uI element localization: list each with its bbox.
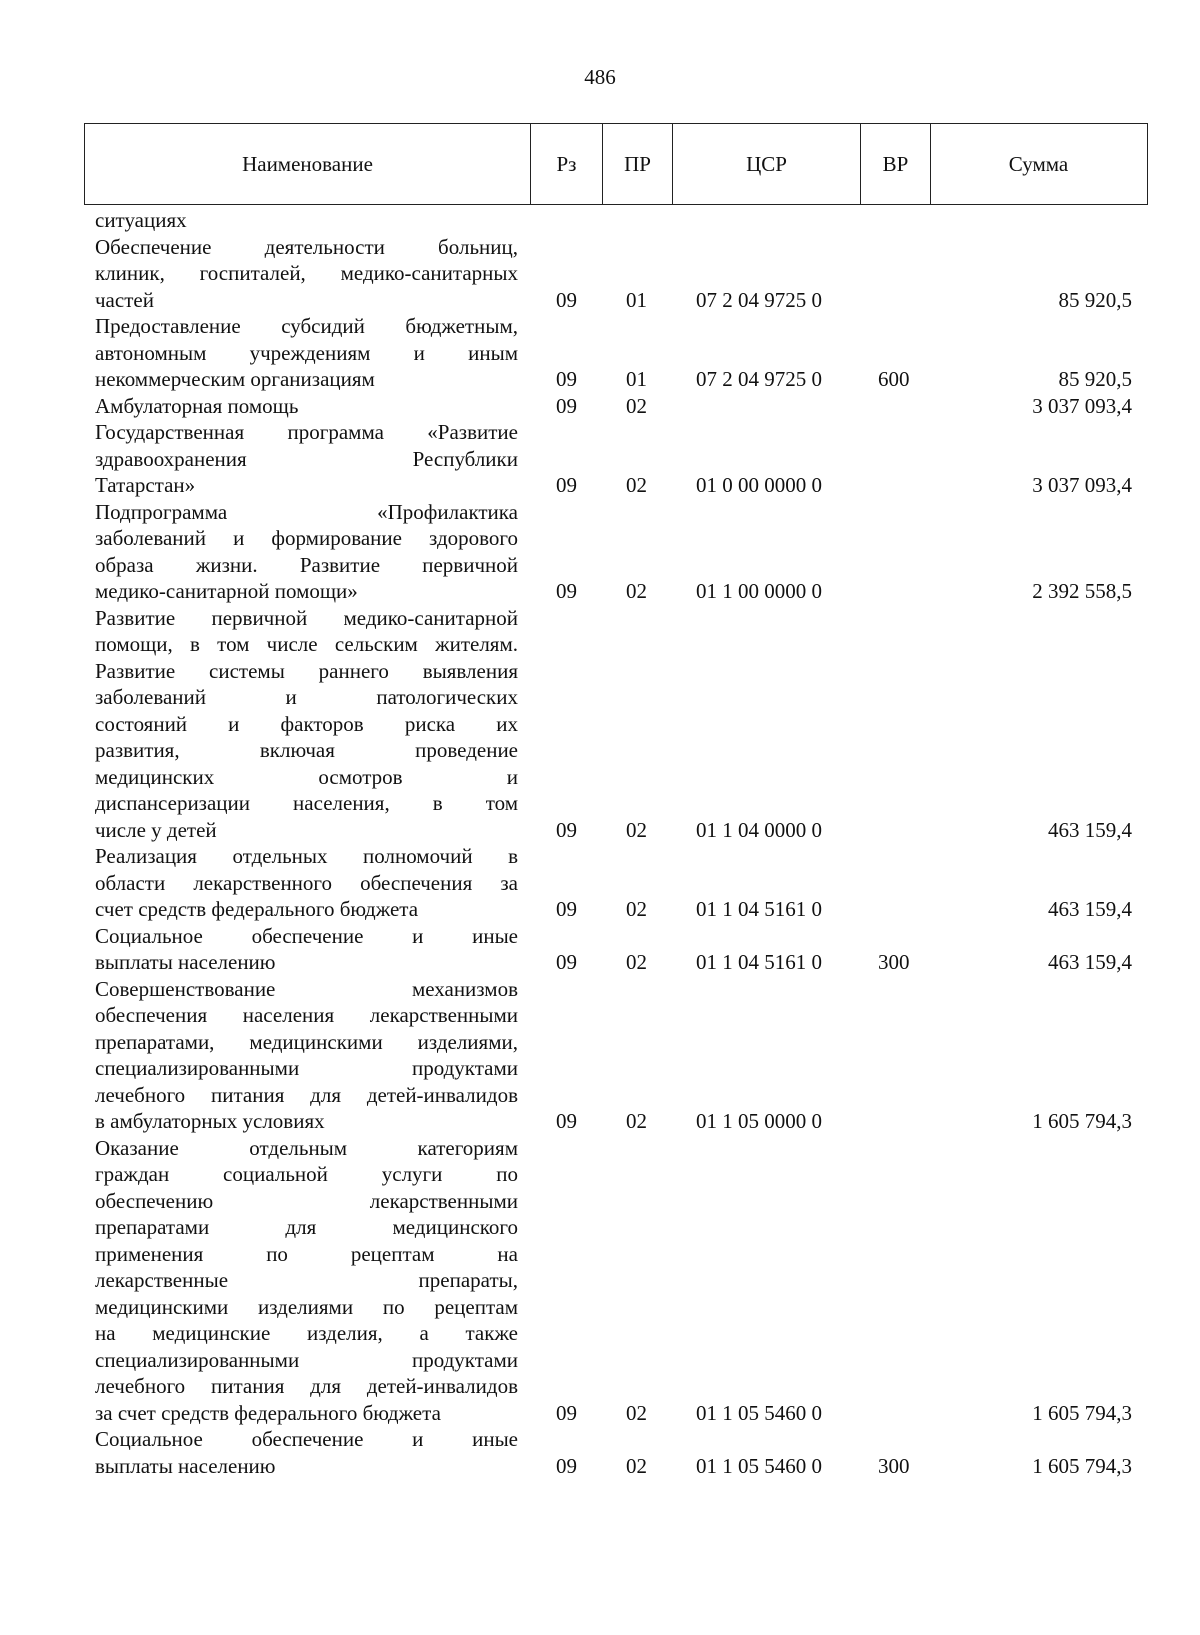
row-name-line: числе у детей — [95, 817, 217, 842]
row-name — [95, 1426, 518, 1479]
row-name-line: автономным учреждениям и иным — [95, 340, 518, 365]
row-rz: 09 — [556, 393, 577, 418]
row-name-line: частей — [95, 287, 154, 312]
header-pr: ПР — [602, 124, 672, 204]
header-rz: Рз — [530, 124, 602, 204]
row-name — [95, 605, 518, 844]
row-name-line: лечебного питания для детей-инвалидов — [95, 1374, 518, 1398]
row-csr: 01 1 04 5161 0 — [696, 950, 822, 974]
row-sum: 85 920,5 — [1058, 367, 1132, 391]
table-row — [0, 923, 1200, 976]
row-name-line: Татарстан» — [95, 473, 196, 497]
row-sum: 2 392 558,5 — [1032, 579, 1132, 603]
row-name-line: обеспечения населения лекарственными — [95, 1003, 518, 1027]
row-name-line: лекарственные препараты, — [95, 1268, 518, 1292]
row-name-line: здравоохранения Республики — [95, 446, 518, 471]
row-pr: 02 — [626, 897, 647, 921]
row-name — [95, 234, 518, 314]
row-sum: 1 605 794,3 — [1032, 1453, 1132, 1478]
row-name-line: медицинских осмотров и — [95, 764, 518, 789]
row-name-line: Предоставление субсидий бюджетным, — [95, 314, 518, 338]
row-sum: 463 159,4 — [1048, 950, 1132, 974]
row-name-line: Оказание отдельным категориям — [95, 1135, 518, 1160]
row-csr: 07 2 04 9725 0 — [696, 367, 822, 391]
row-rz: 09 — [556, 1453, 577, 1478]
row-vr: 300 — [878, 1453, 910, 1478]
row-pr: 02 — [626, 1453, 647, 1478]
table-row — [0, 1135, 1200, 1427]
row-pr: 02 — [626, 1400, 647, 1425]
row-rz: 09 — [556, 817, 577, 842]
row-name-line: состояний и факторов риска их — [95, 711, 518, 736]
row-name-line: Реализация отдельных полномочий в — [95, 844, 518, 868]
row-name-line: Обеспечение деятельности больниц, — [95, 234, 518, 259]
row-vr: 600 — [878, 367, 910, 391]
row-name-line: клиник, госпиталей, медико-санитарных — [95, 261, 518, 285]
row-name-line: заболеваний и патологических — [95, 685, 518, 709]
row-sum: 3 037 093,4 — [1032, 473, 1132, 497]
row-csr: 01 1 04 5161 0 — [696, 897, 822, 921]
row-rz: 09 — [556, 897, 577, 921]
table-row — [0, 1426, 1200, 1479]
row-name-line: медико-санитарной помощи» — [95, 579, 358, 603]
row-name-line: граждан социальной услуги по — [95, 1162, 518, 1186]
row-name — [95, 393, 518, 420]
row-name-line: заболеваний и формирование здорового — [95, 526, 518, 550]
row-name-line: за счет средств федерального бюджета — [95, 1400, 441, 1425]
row-pr: 02 — [626, 950, 647, 974]
row-pr: 02 — [626, 1109, 647, 1133]
row-name — [95, 1135, 518, 1427]
row-name-line: Развитие первичной медико-санитарной — [95, 605, 518, 630]
row-name-line: диспансеризации населения, в том — [95, 791, 518, 815]
row-name-line: выплаты населению — [95, 1453, 276, 1478]
row-name-line: лечебного питания для детей-инвалидов — [95, 1082, 518, 1107]
row-sum: 3 037 093,4 — [1032, 393, 1132, 418]
row-name-line: ситуациях — [95, 208, 187, 232]
row-pr: 02 — [626, 473, 647, 497]
row-name-line: препаратами, медицинскими изделиями, — [95, 1029, 518, 1054]
row-sum: 463 159,4 — [1048, 817, 1132, 842]
row-pr: 01 — [626, 367, 647, 391]
header-name: Наименование — [242, 151, 373, 176]
table-row — [0, 393, 1200, 420]
row-rz: 09 — [556, 579, 577, 603]
row-rz: 09 — [556, 950, 577, 974]
row-name — [95, 419, 518, 499]
row-name-line: специализированными продуктами — [95, 1056, 518, 1080]
row-csr: 01 1 04 0000 0 — [696, 817, 822, 842]
row-name-line: Государственная программа «Развитие — [95, 420, 518, 444]
row-name-line: Социальное обеспечение и иные — [95, 1427, 518, 1451]
row-name — [95, 923, 518, 976]
row-name-line: Амбулаторная помощь — [95, 393, 299, 418]
row-name — [95, 843, 518, 923]
row-rz: 09 — [556, 287, 577, 312]
row-pr: 02 — [626, 579, 647, 603]
row-name-line: обеспечению лекарственными — [95, 1188, 518, 1213]
row-name-line: помощи, в том числе сельским жителям. — [95, 632, 518, 656]
table-row — [0, 207, 1200, 234]
row-name-line: применения по рецептам на — [95, 1241, 518, 1266]
row-csr: 01 0 00 0000 0 — [696, 473, 822, 497]
table-row — [0, 234, 1200, 314]
row-name-line: препаратами для медицинского — [95, 1215, 518, 1239]
row-name-line: Совершенствование механизмов — [95, 976, 518, 1001]
table-row — [0, 419, 1200, 499]
row-name-line: Подпрограмма «Профилактика — [95, 499, 518, 524]
row-pr: 01 — [626, 287, 647, 312]
row-name-line: развития, включая проведение — [95, 738, 518, 762]
row-rz: 09 — [556, 367, 577, 391]
page-number: 486 — [584, 65, 616, 89]
row-name — [95, 313, 518, 393]
row-rz: 09 — [556, 1400, 577, 1425]
row-name-line: в амбулаторных условиях — [95, 1109, 325, 1133]
row-csr: 07 2 04 9725 0 — [696, 287, 822, 312]
table-row — [0, 499, 1200, 605]
row-rz: 09 — [556, 1109, 577, 1133]
row-pr: 02 — [626, 393, 647, 418]
row-pr: 02 — [626, 817, 647, 842]
row-csr: 01 1 05 0000 0 — [696, 1109, 822, 1133]
row-name — [95, 499, 518, 605]
row-name-line: медицинскими изделиями по рецептам — [95, 1294, 518, 1319]
table-row — [0, 313, 1200, 393]
row-sum: 463 159,4 — [1048, 897, 1132, 921]
row-name-line: специализированными продуктами — [95, 1347, 518, 1372]
row-name-line: Развитие системы раннего выявления — [95, 658, 518, 683]
row-csr: 01 1 05 5460 0 — [696, 1400, 822, 1425]
row-name-line: образа жизни. Развитие первичной — [95, 552, 518, 577]
row-rz: 09 — [556, 473, 577, 497]
row-name-line: некоммерческим организациям — [95, 367, 375, 391]
header-sum: Сумма — [930, 124, 1146, 204]
row-sum: 85 920,5 — [1058, 287, 1132, 312]
row-sum: 1 605 794,3 — [1032, 1109, 1132, 1133]
row-name-line: области лекарственного обеспечения за — [95, 870, 518, 895]
row-name-line: Социальное обеспечение и иные — [95, 923, 518, 948]
row-vr: 300 — [878, 950, 910, 974]
row-csr: 01 1 05 5460 0 — [696, 1453, 822, 1478]
header-csr: ЦСР — [672, 124, 860, 204]
table-row — [0, 605, 1200, 844]
row-sum: 1 605 794,3 — [1032, 1400, 1132, 1425]
row-name — [95, 207, 518, 234]
row-name-line: счет средств федерального бюджета — [95, 897, 419, 921]
table-row — [0, 843, 1200, 923]
row-name-line: на медицинские изделия, а также — [95, 1321, 518, 1345]
row-name-line: выплаты населению — [95, 950, 276, 974]
header-vr: ВР — [860, 124, 930, 204]
table-row — [0, 976, 1200, 1135]
row-csr: 01 1 00 0000 0 — [696, 579, 822, 603]
row-name — [95, 976, 518, 1135]
